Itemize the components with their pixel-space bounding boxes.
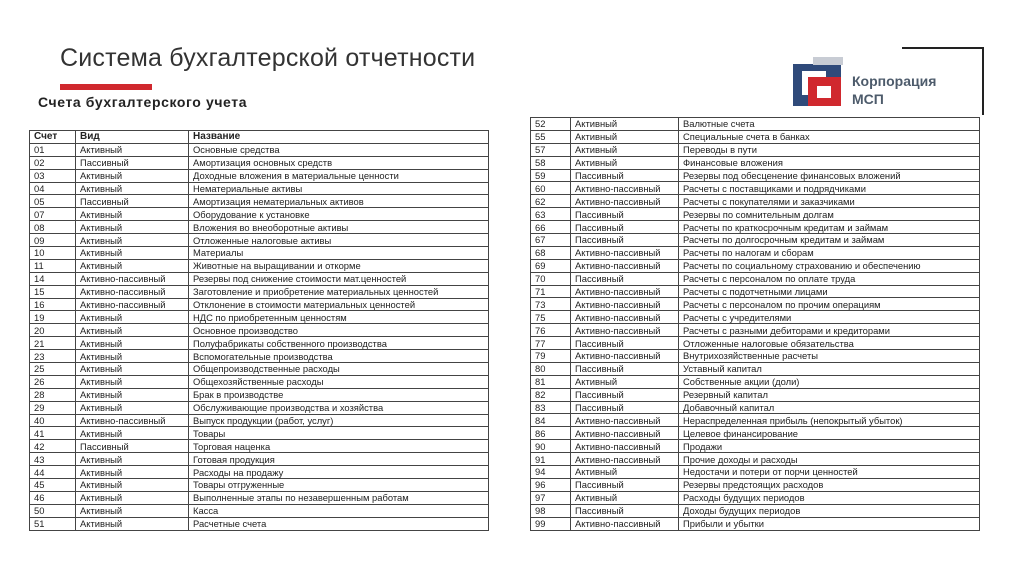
account-type: Пассивный <box>571 272 679 285</box>
account-type: Активный <box>76 427 189 440</box>
account-name: Финансовые вложения <box>679 156 980 169</box>
account-code: 42 <box>30 440 76 453</box>
header-type: Вид <box>76 131 189 144</box>
account-code: 21 <box>30 337 76 350</box>
account-type: Пассивный <box>76 195 189 208</box>
account-type: Активный <box>76 311 189 324</box>
account-type: Активный <box>76 517 189 530</box>
account-code: 79 <box>531 350 571 363</box>
account-code: 69 <box>531 259 571 272</box>
account-type: Активно-пассивный <box>571 311 679 324</box>
account-name: Выпуск продукции (работ, услуг) <box>189 414 489 427</box>
header-account: Счет <box>30 131 76 144</box>
accounts-table-left <box>29 130 489 531</box>
account-code: 08 <box>30 221 76 234</box>
account-code: 46 <box>30 491 76 504</box>
account-name: Заготовление и приобретение материальных ценностей <box>189 285 489 298</box>
account-code: 14 <box>30 272 76 285</box>
account-code: 19 <box>30 311 76 324</box>
account-code: 71 <box>531 285 571 298</box>
account-name: Касса <box>189 504 489 517</box>
account-name: Доходные вложения в материальные ценности <box>189 169 489 182</box>
account-code: 07 <box>30 208 76 221</box>
account-type: Пассивный <box>571 362 679 375</box>
table-row <box>531 478 980 491</box>
account-code: 02 <box>30 156 76 169</box>
account-code: 66 <box>531 221 571 234</box>
table-row <box>30 247 489 260</box>
account-code: 83 <box>531 401 571 414</box>
account-code: 45 <box>30 479 76 492</box>
table-row <box>30 156 489 169</box>
account-code: 73 <box>531 298 571 311</box>
account-type: Активный <box>76 234 189 247</box>
table-row <box>30 517 489 530</box>
table-row <box>531 324 980 337</box>
account-code: 23 <box>30 350 76 363</box>
account-type: Активно-пассивный <box>76 285 189 298</box>
account-code: 57 <box>531 143 571 156</box>
account-type: Пассивный <box>571 234 679 247</box>
account-type: Пассивный <box>76 156 189 169</box>
account-code: 90 <box>531 440 571 453</box>
table-row <box>30 401 489 414</box>
table-row <box>30 350 489 363</box>
table-row <box>30 453 489 466</box>
account-code: 75 <box>531 311 571 324</box>
table-header-row <box>30 131 489 144</box>
account-name: Переводы в пути <box>679 143 980 156</box>
account-type: Активно-пассивный <box>571 517 679 530</box>
account-code: 59 <box>531 169 571 182</box>
account-type: Активный <box>571 156 679 169</box>
table-row <box>531 285 980 298</box>
account-name: Основное производство <box>189 324 489 337</box>
account-type: Активный <box>76 143 189 156</box>
account-type: Активно-пассивный <box>571 285 679 298</box>
account-code: 20 <box>30 324 76 337</box>
account-type: Пассивный <box>571 208 679 221</box>
account-name: Расходы будущих периодов <box>679 491 980 504</box>
account-code: 29 <box>30 401 76 414</box>
table-row <box>531 517 980 530</box>
table-row <box>531 208 980 221</box>
account-code: 01 <box>30 143 76 156</box>
account-type: Активный <box>76 375 189 388</box>
account-name: Доходы будущих периодов <box>679 504 980 517</box>
account-code: 77 <box>531 337 571 350</box>
account-name: Расходы на продажу <box>189 466 489 479</box>
account-name: Резервный капитал <box>679 388 980 401</box>
table-row <box>531 169 980 182</box>
corner-decoration-right <box>982 47 984 115</box>
account-type: Активно-пассивный <box>571 324 679 337</box>
account-type: Активно-пассивный <box>571 427 679 440</box>
table-row <box>531 337 980 350</box>
account-name: Товары <box>189 427 489 440</box>
account-name: Брак в производстве <box>189 388 489 401</box>
account-name: Полуфабрикаты собственного производства <box>189 337 489 350</box>
account-type: Активный <box>76 479 189 492</box>
table-row <box>531 311 980 324</box>
account-name: НДС по приобретенным ценностям <box>189 311 489 324</box>
table-row <box>531 118 980 131</box>
account-type: Активный <box>76 208 189 221</box>
account-type: Активно-пассивный <box>571 246 679 259</box>
accounts-table-right <box>530 117 980 531</box>
table-row <box>30 466 489 479</box>
account-type: Активный <box>571 491 679 504</box>
account-name: Расчеты с персоналом по оплате труда <box>679 272 980 285</box>
table-row <box>531 272 980 285</box>
account-type: Активный <box>571 118 679 131</box>
account-type: Активный <box>76 350 189 363</box>
table-row <box>531 246 980 259</box>
account-type: Активно-пассивный <box>571 298 679 311</box>
account-type: Пассивный <box>571 169 679 182</box>
logo-line-2: МСП <box>852 91 884 107</box>
account-type: Активно-пассивный <box>571 453 679 466</box>
account-type: Активный <box>571 466 679 479</box>
account-code: 10 <box>30 247 76 260</box>
logo-line-1: Корпорация <box>852 73 937 89</box>
account-type: Активно-пассивный <box>571 259 679 272</box>
account-code: 09 <box>30 234 76 247</box>
table-row <box>531 182 980 195</box>
account-type: Активный <box>76 363 189 376</box>
account-code: 44 <box>30 466 76 479</box>
account-type: Активный <box>76 453 189 466</box>
account-type: Пассивный <box>571 401 679 414</box>
account-name: Амортизация основных средств <box>189 156 489 169</box>
account-code: 25 <box>30 363 76 376</box>
table-row <box>30 504 489 517</box>
table-row <box>30 324 489 337</box>
account-name: Недостачи и потери от порчи ценностей <box>679 466 980 479</box>
account-type: Активный <box>76 221 189 234</box>
table-row <box>531 298 980 311</box>
table-row <box>30 208 489 221</box>
account-name: Внутрихозяйственные расчеты <box>679 350 980 363</box>
account-type: Активный <box>76 169 189 182</box>
table-row <box>30 195 489 208</box>
logo-text <box>852 72 936 108</box>
section-subtitle: Счета бухгалтерского учета <box>38 94 248 110</box>
table-row <box>531 453 980 466</box>
account-name: Целевое финансирование <box>679 427 980 440</box>
table-row <box>30 272 489 285</box>
account-name: Материалы <box>189 247 489 260</box>
account-name: Общепроизводственные расходы <box>189 363 489 376</box>
account-code: 16 <box>30 298 76 311</box>
account-type: Активный <box>571 130 679 143</box>
account-code: 40 <box>30 414 76 427</box>
account-name: Обслуживающие производства и хозяйства <box>189 401 489 414</box>
account-name: Готовая продукция <box>189 453 489 466</box>
account-type: Пассивный <box>571 337 679 350</box>
account-type: Пассивный <box>571 388 679 401</box>
account-type: Активно-пассивный <box>571 195 679 208</box>
table-row <box>30 285 489 298</box>
account-type: Активный <box>76 401 189 414</box>
account-name: Товары отгруженные <box>189 479 489 492</box>
table-row <box>531 375 980 388</box>
account-code: 50 <box>30 504 76 517</box>
account-name: Нераспределенная прибыль (непокрытый убыток) <box>679 414 980 427</box>
account-code: 43 <box>30 453 76 466</box>
table-row <box>30 337 489 350</box>
account-name: Вложения во внеоборотные активы <box>189 221 489 234</box>
table-row <box>531 259 980 272</box>
table-row <box>30 491 489 504</box>
account-name: Расчеты с разными дебиторами и кредиторами <box>679 324 980 337</box>
account-code: 80 <box>531 362 571 375</box>
table-row <box>531 221 980 234</box>
account-type: Пассивный <box>571 478 679 491</box>
title-underline <box>60 84 152 90</box>
account-name: Расчеты по краткосрочным кредитам и займам <box>679 221 980 234</box>
account-name: Резервы под обесценение финансовых вложений <box>679 169 980 182</box>
account-code: 58 <box>531 156 571 169</box>
account-code: 76 <box>531 324 571 337</box>
account-code: 94 <box>531 466 571 479</box>
table-row <box>30 363 489 376</box>
table-row <box>531 466 980 479</box>
table-row <box>531 427 980 440</box>
account-name: Расчеты с подотчетными лицами <box>679 285 980 298</box>
table-row <box>531 362 980 375</box>
account-type: Пассивный <box>571 504 679 517</box>
account-code: 60 <box>531 182 571 195</box>
account-code: 05 <box>30 195 76 208</box>
account-code: 04 <box>30 182 76 195</box>
account-type: Активный <box>76 337 189 350</box>
table-row <box>30 298 489 311</box>
account-type: Активно-пассивный <box>76 272 189 285</box>
page-title: Система бухгалтерской отчетности <box>60 44 476 72</box>
account-name: Расчеты с поставщиками и подрядчиками <box>679 182 980 195</box>
account-type: Активно-пассивный <box>571 440 679 453</box>
account-code: 41 <box>30 427 76 440</box>
account-code: 82 <box>531 388 571 401</box>
table-row <box>531 234 980 247</box>
account-name: Отложенные налоговые активы <box>189 234 489 247</box>
table-row <box>30 479 489 492</box>
account-name: Отложенные налоговые обязательства <box>679 337 980 350</box>
account-name: Общехозяйственные расходы <box>189 375 489 388</box>
account-type: Активный <box>76 182 189 195</box>
account-name: Собственные акции (доли) <box>679 375 980 388</box>
table-row <box>531 350 980 363</box>
table-row <box>531 491 980 504</box>
account-type: Активный <box>76 491 189 504</box>
table-row <box>30 388 489 401</box>
table-row <box>531 388 980 401</box>
table-row <box>30 182 489 195</box>
table-row <box>30 234 489 247</box>
account-type: Активный <box>571 143 679 156</box>
account-name: Расчеты с покупателями и заказчиками <box>679 195 980 208</box>
account-code: 99 <box>531 517 571 530</box>
account-name: Вспомогательные производства <box>189 350 489 363</box>
account-type: Активно-пассивный <box>571 414 679 427</box>
account-code: 86 <box>531 427 571 440</box>
table-row <box>30 427 489 440</box>
account-type: Пассивный <box>571 221 679 234</box>
account-name: Уставный капитал <box>679 362 980 375</box>
table-row <box>531 440 980 453</box>
account-code: 81 <box>531 375 571 388</box>
account-code: 51 <box>30 517 76 530</box>
account-code: 96 <box>531 478 571 491</box>
table-row <box>30 221 489 234</box>
table-row <box>531 414 980 427</box>
account-code: 26 <box>30 375 76 388</box>
account-name: Основные средства <box>189 143 489 156</box>
account-name: Расчеты с учредителями <box>679 311 980 324</box>
account-name: Животные на выращивании и откорме <box>189 259 489 272</box>
account-type: Активный <box>76 324 189 337</box>
account-type: Пассивный <box>76 440 189 453</box>
account-name: Торговая наценка <box>189 440 489 453</box>
corner-decoration-top <box>902 47 984 49</box>
table-row <box>30 143 489 156</box>
account-type: Активный <box>76 247 189 260</box>
account-type: Активный <box>571 375 679 388</box>
table-row <box>531 401 980 414</box>
header-name: Название <box>189 131 489 144</box>
account-code: 62 <box>531 195 571 208</box>
account-type: Активно-пассивный <box>76 414 189 427</box>
table-row <box>531 130 980 143</box>
account-name: Расчеты с персоналом по прочим операциям <box>679 298 980 311</box>
account-code: 70 <box>531 272 571 285</box>
account-code: 15 <box>30 285 76 298</box>
table-row <box>30 259 489 272</box>
account-code: 91 <box>531 453 571 466</box>
accounts-table-left-body <box>30 143 489 530</box>
account-name: Добавочный капитал <box>679 401 980 414</box>
account-name: Нематериальные активы <box>189 182 489 195</box>
account-type: Активный <box>76 259 189 272</box>
account-type: Активный <box>76 388 189 401</box>
account-type: Активно-пассивный <box>571 182 679 195</box>
table-row <box>30 440 489 453</box>
account-type: Активный <box>76 466 189 479</box>
account-code: 28 <box>30 388 76 401</box>
account-type: Активно-пассивный <box>76 298 189 311</box>
account-code: 84 <box>531 414 571 427</box>
table-row <box>531 504 980 517</box>
accounts-table-right-body <box>531 118 980 531</box>
table-row <box>30 414 489 427</box>
account-type: Активный <box>76 504 189 517</box>
table-row <box>531 195 980 208</box>
account-code: 68 <box>531 246 571 259</box>
account-name: Расчеты по долгосрочным кредитам и займам <box>679 234 980 247</box>
account-name: Амортизация нематериальных активов <box>189 195 489 208</box>
table-row <box>30 169 489 182</box>
account-name: Валютные счета <box>679 118 980 131</box>
account-name: Резервы предстоящих расходов <box>679 478 980 491</box>
table-row <box>30 311 489 324</box>
table-row <box>30 375 489 388</box>
account-name: Продажи <box>679 440 980 453</box>
account-name: Специальные счета в банках <box>679 130 980 143</box>
table-row <box>531 156 980 169</box>
account-code: 03 <box>30 169 76 182</box>
account-name: Прочие доходы и расходы <box>679 453 980 466</box>
account-name: Расчеты по налогам и сборам <box>679 246 980 259</box>
table-row <box>531 143 980 156</box>
account-name: Резервы под снижение стоимости мат.ценностей <box>189 272 489 285</box>
account-name: Оборудование к установке <box>189 208 489 221</box>
account-type: Активно-пассивный <box>571 350 679 363</box>
account-code: 98 <box>531 504 571 517</box>
account-code: 63 <box>531 208 571 221</box>
account-name: Расчетные счета <box>189 517 489 530</box>
account-code: 55 <box>531 130 571 143</box>
account-name: Выполненные этапы по незавершенным работам <box>189 491 489 504</box>
account-name: Резервы по сомнительным долгам <box>679 208 980 221</box>
account-name: Расчеты по социальному страхованию и обеспечению <box>679 259 980 272</box>
account-code: 11 <box>30 259 76 272</box>
account-code: 97 <box>531 491 571 504</box>
account-code: 52 <box>531 118 571 131</box>
account-name: Прибыли и убытки <box>679 517 980 530</box>
account-name: Отклонение в стоимости материальных ценностей <box>189 298 489 311</box>
account-code: 67 <box>531 234 571 247</box>
